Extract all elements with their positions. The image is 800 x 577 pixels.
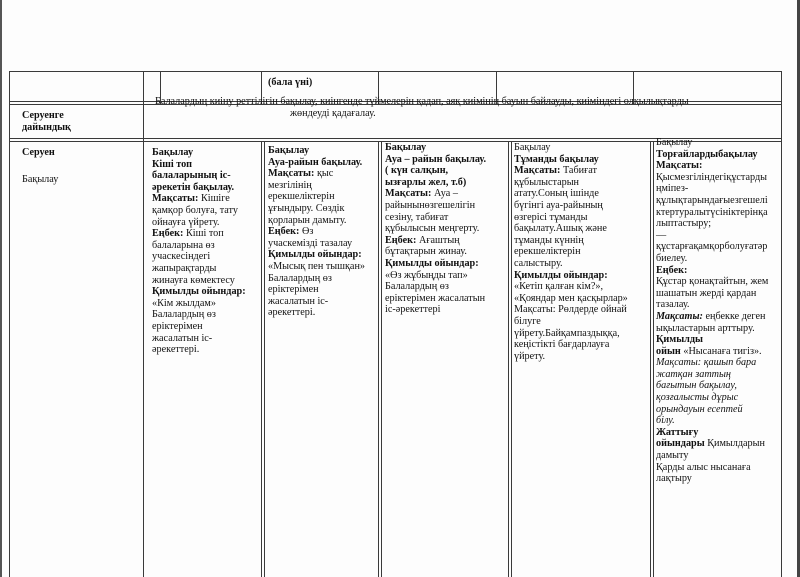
col2-line-rest: Өз <box>299 226 314 238</box>
col2-line <box>268 226 365 238</box>
col4-line: кеңістікті бағдарлауға <box>514 339 610 351</box>
col3-line: ызғарлы жел, т.б) <box>385 176 467 188</box>
col1-line: Балалардың өз <box>152 309 216 321</box>
col2-line: учаскемізді тазалау <box>268 237 353 249</box>
prep-text-line-1: Балалардың киіну реттілігін бақылау, киінгенде түймелерін қадап, аяқ киімінің бауын байлауды, киіміндегі олқылықтарды <box>155 96 689 107</box>
scan-edge-left <box>0 0 2 577</box>
col2-line <box>268 168 365 180</box>
col5-line: Торғайлардыбақылау <box>656 148 758 160</box>
col2-line-rest: қыс <box>314 168 334 180</box>
walk-col-divider-b <box>378 141 379 577</box>
col2-line: жасалатын іс- <box>268 295 329 307</box>
table-border-left <box>9 71 10 577</box>
col2-line: ерекшеліктерін <box>268 191 335 203</box>
col3-line <box>385 188 486 200</box>
col2-line: Бақылау <box>268 145 310 156</box>
col3-line: ( күн салқын, <box>385 165 449 177</box>
walk-row-title: Серуен <box>22 147 55 158</box>
col3-line-rest: Ағаштың <box>416 234 460 246</box>
col2-line-bold-lead: Еңбек: <box>268 226 300 238</box>
col5-line: Қарды алыс нысанаға <box>656 461 751 473</box>
col2-line-bold-lead: Мақсаты: <box>268 168 315 180</box>
col1-line-rest: Кіші топ <box>183 228 224 240</box>
col5-line: дамыту <box>656 450 689 462</box>
col3-line: Ауа – райын бақылау. <box>385 153 487 165</box>
col5-line <box>656 346 768 358</box>
col5-line: жатқан заттың <box>656 368 731 380</box>
walk-col-1 <box>152 147 246 356</box>
col5-line: шашатын жерді қардан <box>656 287 757 299</box>
col3-line <box>385 235 486 247</box>
col5-line: Мақсаты: қашып бара <box>656 357 757 369</box>
col3-line: Қимылды ойындар: <box>385 257 479 269</box>
col5-line: Еңбек: <box>656 264 688 276</box>
col3-line-bold-lead: Мақсаты: <box>385 188 432 200</box>
col5-line: ктертуралытүсініктерінқа <box>656 206 768 218</box>
col2-line: мезгілінің <box>268 179 312 191</box>
col4-line-bold-lead: Мақсаты: <box>514 165 561 177</box>
col4-line <box>514 165 628 177</box>
col4-line: Қимылды ойындар: <box>514 269 608 281</box>
col3-line: еріктерімен жасалатын <box>385 292 486 304</box>
col2-line: еріктерімен <box>268 284 319 296</box>
col1-line <box>152 193 246 205</box>
col1-line: балаларына өз <box>152 239 215 251</box>
prep-row-label <box>22 110 71 133</box>
col5-line-bold-lead: Мақсаты: <box>656 310 703 322</box>
col4-line: үйрету. <box>514 350 546 362</box>
col4-line: ерекшеліктерін <box>514 246 581 258</box>
col1-line: учаскесіндегі <box>152 251 211 263</box>
col1-line: әрекеттері. <box>152 344 200 356</box>
col4-line: өзгерісі тұманды <box>514 211 588 223</box>
col5-line: тазалау. <box>656 299 690 311</box>
prep-row-text <box>155 96 775 119</box>
walk-col-divider-d2 <box>653 141 654 577</box>
walk-col-divider-c <box>508 141 509 577</box>
col5-line: бағытын бақылау, <box>656 380 737 392</box>
col5-line <box>656 311 768 323</box>
col2-line: Қимылды ойындар: <box>268 249 362 261</box>
col4-line: «Кетіп қалған кім?», <box>514 281 604 293</box>
col3-line: бұтақтарын жинау. <box>385 246 467 258</box>
col1-line-rest: Кішіге <box>198 193 230 205</box>
col2-line: қорларын дамыту. <box>268 214 347 226</box>
col5-line-rest: еңбекке деген <box>702 310 766 322</box>
table-rule-top <box>9 71 782 72</box>
walk-col-divider-a2 <box>264 141 265 577</box>
walk-col-5 <box>656 137 768 485</box>
col1-line: әрекетін бақылау. <box>152 181 235 193</box>
col5-line <box>656 438 768 450</box>
col1-line: «Кім жылдам» <box>152 297 216 309</box>
col5-line: білу. <box>656 415 675 427</box>
col1-line: жасалатын іс- <box>152 332 213 344</box>
col1-line <box>152 228 246 240</box>
col5-line: — <box>656 229 667 241</box>
col5-line: Қимылды <box>656 334 703 346</box>
col5-line: Мақсаты: <box>656 160 703 172</box>
walk-col-divider-c2 <box>511 141 512 577</box>
col5-line-bold-lead: ойын <box>656 345 681 357</box>
col5-line: Құстар қонақтайтын, жем <box>656 276 769 288</box>
col3-line: райынынөзгешелігін <box>385 199 476 211</box>
walk-col-3 <box>385 142 486 316</box>
col4-line: Тұманды бақылау <box>514 153 599 165</box>
col2-line: Балалардың өз <box>268 272 332 284</box>
col3-line: Бақылау <box>385 142 427 153</box>
col2-line: «Мысық пен тышқан» <box>268 260 365 272</box>
col3-line-rest: Ауа – <box>431 188 458 200</box>
col3-line-bold-lead: Еңбек: <box>385 234 417 246</box>
col5-line: ңміпез- <box>656 183 689 195</box>
prep-label-line-2: дайындық <box>22 121 71 133</box>
col5-line: құстарғақамқорболуғатәр <box>656 241 768 253</box>
col5-line: ықыластарын арттыру. <box>656 322 755 334</box>
col1-line: жинауға көмектесу <box>152 274 235 286</box>
walk-col-2 <box>268 145 365 319</box>
col1-line-bold-lead: Мақсаты: <box>152 193 199 205</box>
col5-line: Жаттығу <box>656 426 699 438</box>
col3-line: құбылысын меңгерту. <box>385 223 480 235</box>
col1-line: Бақылау <box>152 147 194 158</box>
col2-line: әрекеттері. <box>268 307 316 319</box>
col1-line-bold-lead: Еңбек: <box>152 228 184 240</box>
top-row-text: (бала үні) <box>268 77 313 88</box>
col4-line: Бақылау <box>514 142 551 153</box>
col4-line: атату.Соның ішінде <box>514 188 599 200</box>
col5-line: қозғалысты дұрыс <box>656 392 739 404</box>
table-border-right <box>781 71 782 577</box>
walk-row-subtitle: Бақылау <box>22 174 59 185</box>
walk-col-divider-b2 <box>381 141 382 577</box>
col4-line: үйрету.Байқампаздыққа, <box>514 327 620 339</box>
col1-line: жапырақтарды <box>152 262 217 274</box>
col1-line: ойнауға үйрету. <box>152 216 220 228</box>
col4-line: құбылыстарын <box>514 176 580 188</box>
col1-line: Қимылды ойындар: <box>152 286 246 298</box>
col1-line: еріктерімен <box>152 320 203 332</box>
col4-line: бүгінгі ауа-райының <box>514 199 603 211</box>
prep-text-line-2: жөндеуді қадағалау. <box>290 107 376 119</box>
col2-line: Ауа-райын бақылау. <box>268 156 363 168</box>
walk-col-divider-d <box>650 141 651 577</box>
col5-line: Бақылау <box>656 137 693 148</box>
col4-line: Мақсаты: Рөлдерде ойнай <box>514 304 627 316</box>
col1-line: Кіші топ <box>152 158 193 170</box>
col4-line: бақылату.Ашық және <box>514 223 607 235</box>
col3-line: іс-әрекеттері <box>385 304 441 316</box>
col5-line: лыптастыру; <box>656 218 712 230</box>
walk-col-divider-a <box>261 141 262 577</box>
col4-line-rest: Табиғат <box>560 165 597 177</box>
col4-line: білуге <box>514 315 541 327</box>
table-col-divider-label <box>143 71 144 577</box>
col5-line-rest: «Нысанаға тигіз». <box>680 345 762 357</box>
col3-line: «Өз жұбыңды тап» <box>385 269 468 281</box>
col5-line: құлықтарындағыезгешелі <box>656 194 768 206</box>
col4-line: «Қояндар мен қасқырлар» <box>514 292 628 304</box>
col5-line-rest: Қимылдарын <box>704 438 765 450</box>
col4-line: салыстыру. <box>514 257 563 269</box>
col5-line: Қысмезгіліндегіқұстарды <box>656 171 768 183</box>
walk-col-4 <box>514 142 628 362</box>
col1-line: қамқор болуға, тату <box>152 204 238 216</box>
col5-line-bold-lead: ойындары <box>656 438 705 450</box>
col5-line: биелеу. <box>656 252 688 264</box>
col2-line: ұғындыру. Сөздік <box>268 202 345 214</box>
col4-line: тұманды күннің <box>514 234 584 246</box>
prep-label-line-1: Серуенге <box>22 110 64 121</box>
col3-line: сезіну, табиғат <box>385 211 449 223</box>
col5-line: лақтыру <box>656 473 692 485</box>
col5-line: орындауын есептей <box>656 403 743 415</box>
col1-line: балаларының іс- <box>152 170 231 182</box>
col3-line: Балалардың өз <box>385 281 449 293</box>
